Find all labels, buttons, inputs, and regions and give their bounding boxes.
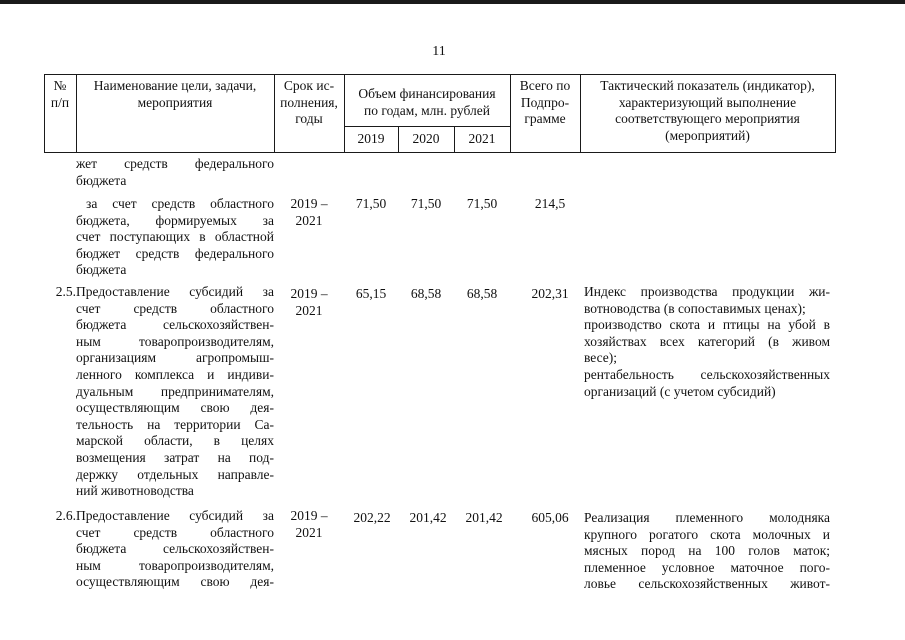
header-funding: Объем финансирования по годам, млн. рублей <box>358 86 496 118</box>
row-2-name-line: держку отдельных направле- <box>76 466 274 482</box>
row-3-term: 2019 – 2021 <box>290 508 328 540</box>
col-line-8 <box>835 74 836 153</box>
row-1-term: 2019 – 2021 <box>290 196 328 228</box>
row-3-name-line: ным товаропроизводителям, <box>76 557 274 573</box>
row-1-name-line: бюджета <box>76 262 127 278</box>
header-total: Всего по Подпро- грамме <box>519 78 571 127</box>
row-2-name <box>76 284 274 500</box>
row-1-name-line: бюджет средств федерального <box>76 245 274 261</box>
row-3-indicator-line: мясных пород на 100 голов маток; <box>584 543 830 559</box>
header-2019: 2019 <box>357 131 385 146</box>
header-top-line <box>44 74 836 75</box>
row-3-name-line: бюджета сельскохозяйствен- <box>76 541 274 557</box>
row-2-name-line: осуществляющим свою дея- <box>76 400 274 416</box>
row-1-2019: 71,50 <box>355 196 387 211</box>
row-3-name-line: счет средств областного <box>76 524 274 540</box>
row-2-name-line: организациям агропромыш- <box>76 350 274 366</box>
row-3-total: 605,06 <box>531 510 569 525</box>
row-2-num: 2.5. <box>55 284 76 299</box>
row-2-indicator-line: вотноводства (в сопоставимых ценах); <box>584 300 806 316</box>
row-2-indicator-line: Индекс производства продукции жи- <box>584 284 830 299</box>
row-3-indicator-line: племенное условное маточное пого- <box>584 559 830 575</box>
row-3-num: 2.6. <box>55 508 76 523</box>
year-subheader-line <box>344 126 510 127</box>
row-2-name-line: ний животноводства <box>76 483 194 499</box>
row-2-indicator-line: хозяйствах всех категорий (в живом <box>584 333 830 349</box>
header-bottom-line <box>44 152 836 153</box>
row-3-2020: 201,42 <box>409 510 447 525</box>
row-1-name-line: бюджета, формируемых за <box>76 212 274 228</box>
row-2-indicator-line: весе); <box>584 350 618 366</box>
row-0-name <box>76 156 274 189</box>
row-2-name-line: марской области, в целях <box>76 433 274 449</box>
row-1-2021: 71,50 <box>466 196 498 211</box>
row-0-name-line: жет средств федерального <box>76 156 274 171</box>
row-3-name-line: осуществляющим свою дея- <box>76 574 274 590</box>
row-3-2019: 202,22 <box>353 510 391 525</box>
row-3-name-line: Предоставление субсидий за <box>76 508 274 523</box>
row-2-indicator-line: рентабельность сельскохозяйственных <box>584 366 830 382</box>
row-2-name-line: Предоставление субсидий за <box>76 284 274 299</box>
row-2-indicator <box>584 284 830 400</box>
row-3-2021: 201,42 <box>465 510 503 525</box>
row-2-indicator-line: производство скота и птицы на убой в <box>584 317 830 333</box>
row-3-indicator <box>584 510 830 593</box>
header-2020: 2020 <box>412 131 440 146</box>
row-1-total: 214,5 <box>534 196 566 211</box>
row-1-name-line: счет поступающих в областной <box>76 229 274 245</box>
header-indicator: Тактический показатель (индикатор), характеризующий выполнение соответствующего мероприятия (мероприятий) <box>600 78 815 143</box>
row-1-name-line: за счет средств областного <box>86 196 274 211</box>
header-num: № п/п <box>50 78 70 110</box>
row-2-2020: 68,58 <box>410 286 442 301</box>
row-2-indicator-line: организаций (с учетом субсидий) <box>584 383 776 399</box>
row-2-2021: 68,58 <box>466 286 498 301</box>
row-2-name-line: возмещения затрат на под- <box>76 449 274 465</box>
row-2-total: 202,31 <box>531 286 569 301</box>
header-term: Срок ис- полнения, годы <box>280 78 338 127</box>
row-2-name-line: ным товаропроизводителям, <box>76 333 274 349</box>
row-3-indicator-line: Реализация племенного молодняка <box>584 510 830 525</box>
row-3-indicator-line: ловье сельскохозяйственных живот- <box>584 576 830 592</box>
page-number: 11 <box>432 44 446 59</box>
row-2-term: 2019 – 2021 <box>290 286 328 318</box>
row-3-name <box>76 508 274 591</box>
row-1-name <box>76 196 274 279</box>
row-2-name-line: бюджета сельскохозяйствен- <box>76 317 274 333</box>
row-3-indicator-line: крупного рогатого скота молочных и <box>584 526 830 542</box>
row-2-name-line: счет средств областного <box>76 300 274 316</box>
row-2-2019: 65,15 <box>355 286 387 301</box>
header-name: Наименование цели, задачи, мероприятия <box>93 78 257 110</box>
row-2-name-line: дуальным предпринимателям, <box>76 383 274 399</box>
row-0-name-line: бюджета <box>76 172 127 188</box>
row-1-2020: 71,50 <box>410 196 442 211</box>
header-2021: 2021 <box>468 131 496 146</box>
row-2-name-line: тельность на территории Са- <box>76 416 274 432</box>
row-2-name-line: ленного комплекса и индиви- <box>76 366 274 382</box>
